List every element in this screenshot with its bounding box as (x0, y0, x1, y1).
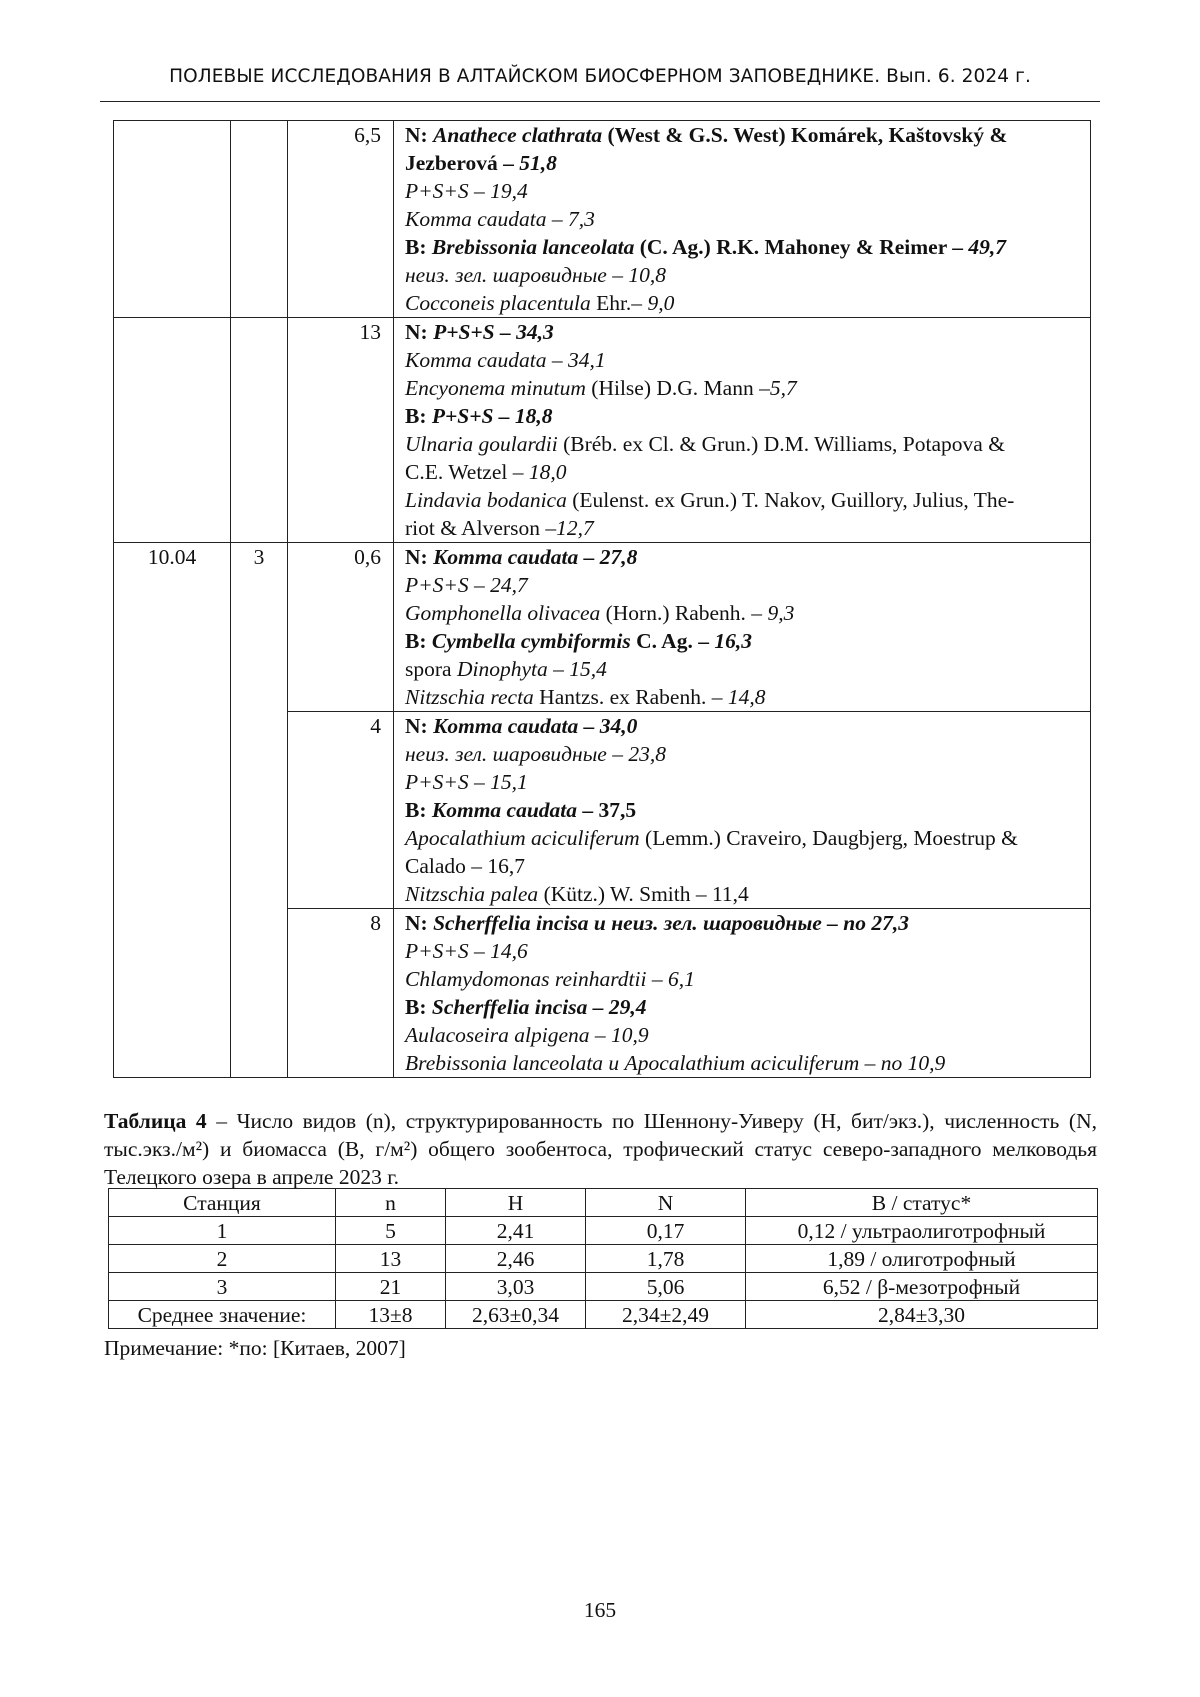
text-run: Komma caudata – 34,0 (433, 714, 638, 738)
header-rule (100, 101, 1100, 102)
text-run: N: (405, 545, 434, 569)
taxon-line (405, 1021, 1080, 1049)
text-run: Jezberová – (405, 151, 520, 175)
table-header-row (109, 1189, 1098, 1217)
taxon-line (405, 121, 1080, 149)
taxon-line (405, 852, 1080, 880)
text-run: Scherffelia incisa и неиз. зел. шаровидные – по 27,3 (433, 911, 909, 935)
table-row (114, 121, 1091, 318)
taxon-line (405, 458, 1080, 486)
table-row (109, 1301, 1098, 1329)
depth-cell: 4 (288, 712, 394, 909)
text-run: 18,0 (528, 460, 567, 484)
depth-cell: 6,5 (288, 121, 394, 318)
text-run: N: (405, 911, 434, 935)
taxon-line (405, 430, 1080, 458)
table-row (109, 1217, 1098, 1245)
text-run: P+S+S – 15,1 (405, 770, 528, 794)
taxon-line (405, 318, 1080, 346)
taxon-line (405, 205, 1080, 233)
text-run: Cocconeis placentula (405, 291, 591, 315)
table-row (109, 1273, 1098, 1301)
depth-cell: 0,6 (288, 543, 394, 712)
text-run: B: (405, 995, 432, 1019)
taxon-line (405, 824, 1080, 852)
text-run: P+S+S – 18,8 (431, 404, 553, 428)
text-run: 14,8 (727, 685, 766, 709)
table-cell: 2,63±0,34 (446, 1301, 586, 1329)
text-run: spora (405, 657, 457, 681)
text-run: Lindavia bodanica (405, 488, 567, 512)
text-run: Anathece clathrata (433, 123, 603, 147)
taxon-line (405, 768, 1080, 796)
taxon-line (405, 233, 1080, 261)
caption-text: – Число видов (n), структурированность по Шеннону-Уиверу (H, бит/экз.), численность (N, тыс.экз./м²) и биомасса (B, г/м²) общего зообентоса, трофический статус северо-западного мелководья Телецкого озера в апреле 2023 г. (104, 1109, 1097, 1189)
text-run: 16,3 (714, 629, 752, 653)
text-run: неиз. зел. шаровидные – 23,8 (405, 742, 666, 766)
date-cell: 10.04 (114, 543, 231, 1078)
column-header: B / статус* (746, 1189, 1098, 1217)
table-cell: 1,89 / олиготрофный (746, 1245, 1098, 1273)
taxon-line (405, 346, 1080, 374)
table-row (114, 543, 1091, 712)
text-run: (C. Ag.) R.K. Mahoney & Reimer – (634, 235, 969, 259)
table-cell: 21 (336, 1273, 446, 1301)
taxon-line (405, 740, 1080, 768)
text-run: Brebissonia lanceolata (431, 235, 635, 259)
table-cell: 0,12 / ультраолиготрофный (746, 1217, 1098, 1245)
column-header: H (446, 1189, 586, 1217)
date-cell (114, 121, 231, 318)
text-run: 49,7 (968, 235, 1006, 259)
text-run: неиз. зел. шаровидные – 10,8 (405, 263, 666, 287)
text-run: Apocalathium aciculiferum (405, 826, 640, 850)
taxon-line (405, 937, 1080, 965)
taxon-line (405, 543, 1080, 571)
taxon-line (405, 880, 1080, 908)
text-run: 12,7 (556, 516, 594, 540)
table-cell: 2 (109, 1245, 336, 1273)
text-run: Komma caudata – 34,1 (405, 348, 606, 372)
text-run: Brebissonia lanceolata и Apocalathium aciculiferum – по 10,9 (405, 1051, 946, 1075)
text-run: Chlamydomonas reinhardtii – 6,1 (405, 967, 695, 991)
taxon-line (405, 571, 1080, 599)
taxon-line (405, 796, 1080, 824)
table-row (109, 1245, 1098, 1273)
taxon-line (405, 909, 1080, 937)
text-run: Nitzschia palea (405, 882, 539, 906)
text-run: P+S+S – 19,4 (405, 179, 528, 203)
text-run: C. Ag. – (630, 629, 715, 653)
table-cell: 5,06 (586, 1273, 746, 1301)
date-cell (114, 318, 231, 543)
table-cell: 3,03 (446, 1273, 586, 1301)
table-cell: 3 (109, 1273, 336, 1301)
species-cell (394, 712, 1091, 909)
table-3-continued (113, 120, 1091, 1078)
caption-label: Таблица 4 (104, 1109, 207, 1133)
text-run: Nitzschia recta (405, 685, 534, 709)
text-run: P+S+S – 34,3 (433, 320, 554, 344)
text-run: (West & G.S. West) Komárek, Kaštovský & (602, 123, 1008, 147)
table-cell: 5 (336, 1217, 446, 1245)
text-run: B: (405, 798, 432, 822)
text-run: Calado – 16,7 (405, 854, 526, 878)
depth-cell: 8 (288, 909, 394, 1078)
text-run: P+S+S – 14,6 (405, 939, 528, 963)
text-run: – 37,5 (577, 798, 637, 822)
text-run: N: (405, 714, 434, 738)
page-number: 165 (583, 1598, 617, 1622)
text-run: B: (405, 235, 432, 259)
taxon-line (405, 1049, 1080, 1077)
text-run: 51,8 (519, 151, 557, 175)
station-cell (231, 318, 288, 543)
taxon-line (405, 149, 1080, 177)
text-run: Hantzs. ex Rabenh. – (533, 685, 728, 709)
text-run: riot & Alverson – (405, 516, 557, 540)
depth-cell: 13 (288, 318, 394, 543)
table-cell: 6,52 / β-мезотрофный (746, 1273, 1098, 1301)
text-run: B: (405, 629, 432, 653)
taxon-line (405, 683, 1080, 711)
text-run: Aulacoseira alpigena – 10,9 (405, 1023, 649, 1047)
text-run: 9,3 (767, 601, 795, 625)
taxon-line (405, 599, 1080, 627)
taxon-line (405, 712, 1080, 740)
station-cell (231, 121, 288, 318)
taxon-line (405, 627, 1080, 655)
text-run: (Lemm.) Craveiro, Daugbjerg, Moestrup & (639, 826, 1018, 850)
text-run: C.E. Wetzel – (405, 460, 529, 484)
table-cell: 2,46 (446, 1245, 586, 1273)
species-cell (394, 318, 1091, 543)
taxon-line (405, 177, 1080, 205)
table-cell: 2,34±2,49 (586, 1301, 746, 1329)
taxon-line (405, 261, 1080, 289)
table-cell: 2,41 (446, 1217, 586, 1245)
text-run: Komma caudata – 27,8 (433, 545, 638, 569)
column-header: N (586, 1189, 746, 1217)
text-run: Ulnaria goulardii (405, 432, 558, 456)
text-run: (Eulenst. ex Grun.) T. Nakov, Guillory, Julius, The- (566, 488, 1015, 512)
text-run: Scherffelia incisa – 29,4 (431, 995, 647, 1019)
text-run: (Hilse) D.G. Mann – (585, 376, 770, 400)
text-run: Gomphonella olivacea (405, 601, 601, 625)
text-run: Ehr.– (590, 291, 648, 315)
text-run: 9,0 (647, 291, 675, 315)
text-run: (Horn.) Rabenh. – (600, 601, 768, 625)
text-run: N: (405, 320, 434, 344)
text-run: (Kütz.) W. Smith – 11,4 (538, 882, 749, 906)
table-row (114, 318, 1091, 543)
text-run: Dinophyta – 15,4 (456, 657, 607, 681)
text-run: Encyonema minutum (405, 376, 586, 400)
station-cell: 3 (231, 543, 288, 1078)
taxon-line (405, 993, 1080, 1021)
taxon-line (405, 486, 1080, 514)
table-cell: 0,17 (586, 1217, 746, 1245)
table-cell: Среднее значение: (109, 1301, 336, 1329)
table-cell: 1,78 (586, 1245, 746, 1273)
text-run: Komma caudata – 7,3 (405, 207, 595, 231)
taxon-line (405, 374, 1080, 402)
table-cell: 13 (336, 1245, 446, 1273)
taxon-line (405, 514, 1080, 542)
column-header: n (336, 1189, 446, 1217)
species-cell (394, 543, 1091, 712)
text-run: P+S+S – 24,7 (405, 573, 528, 597)
taxon-line (405, 965, 1080, 993)
text-run: 5,7 (769, 376, 797, 400)
table-cell: 1 (109, 1217, 336, 1245)
table-4 (108, 1188, 1098, 1329)
text-run: (Bréb. ex Cl. & Grun.) D.M. Williams, Potapova & (557, 432, 1005, 456)
column-header: Станция (109, 1189, 336, 1217)
table-note: Примечание: *по: [Китаев, 2007] (104, 1336, 406, 1360)
species-cell (394, 121, 1091, 318)
taxon-line (405, 655, 1080, 683)
taxon-line (405, 402, 1080, 430)
taxon-line (405, 289, 1080, 317)
text-run: B: (405, 404, 432, 428)
species-cell (394, 909, 1091, 1078)
running-head: ПОЛЕВЫЕ ИССЛЕДОВАНИЯ В АЛТАЙСКОМ БИОСФЕРНОМ ЗАПОВЕДНИКЕ. Вып. 6. 2024 г. (169, 66, 1031, 87)
table-cell: 13±8 (336, 1301, 446, 1329)
text-run: Komma caudata (431, 798, 578, 822)
text-run: Cymbella cymbiformis (431, 629, 631, 653)
table-cell: 2,84±3,30 (746, 1301, 1098, 1329)
text-run: N: (405, 123, 434, 147)
table-4-caption (104, 1107, 1097, 1191)
